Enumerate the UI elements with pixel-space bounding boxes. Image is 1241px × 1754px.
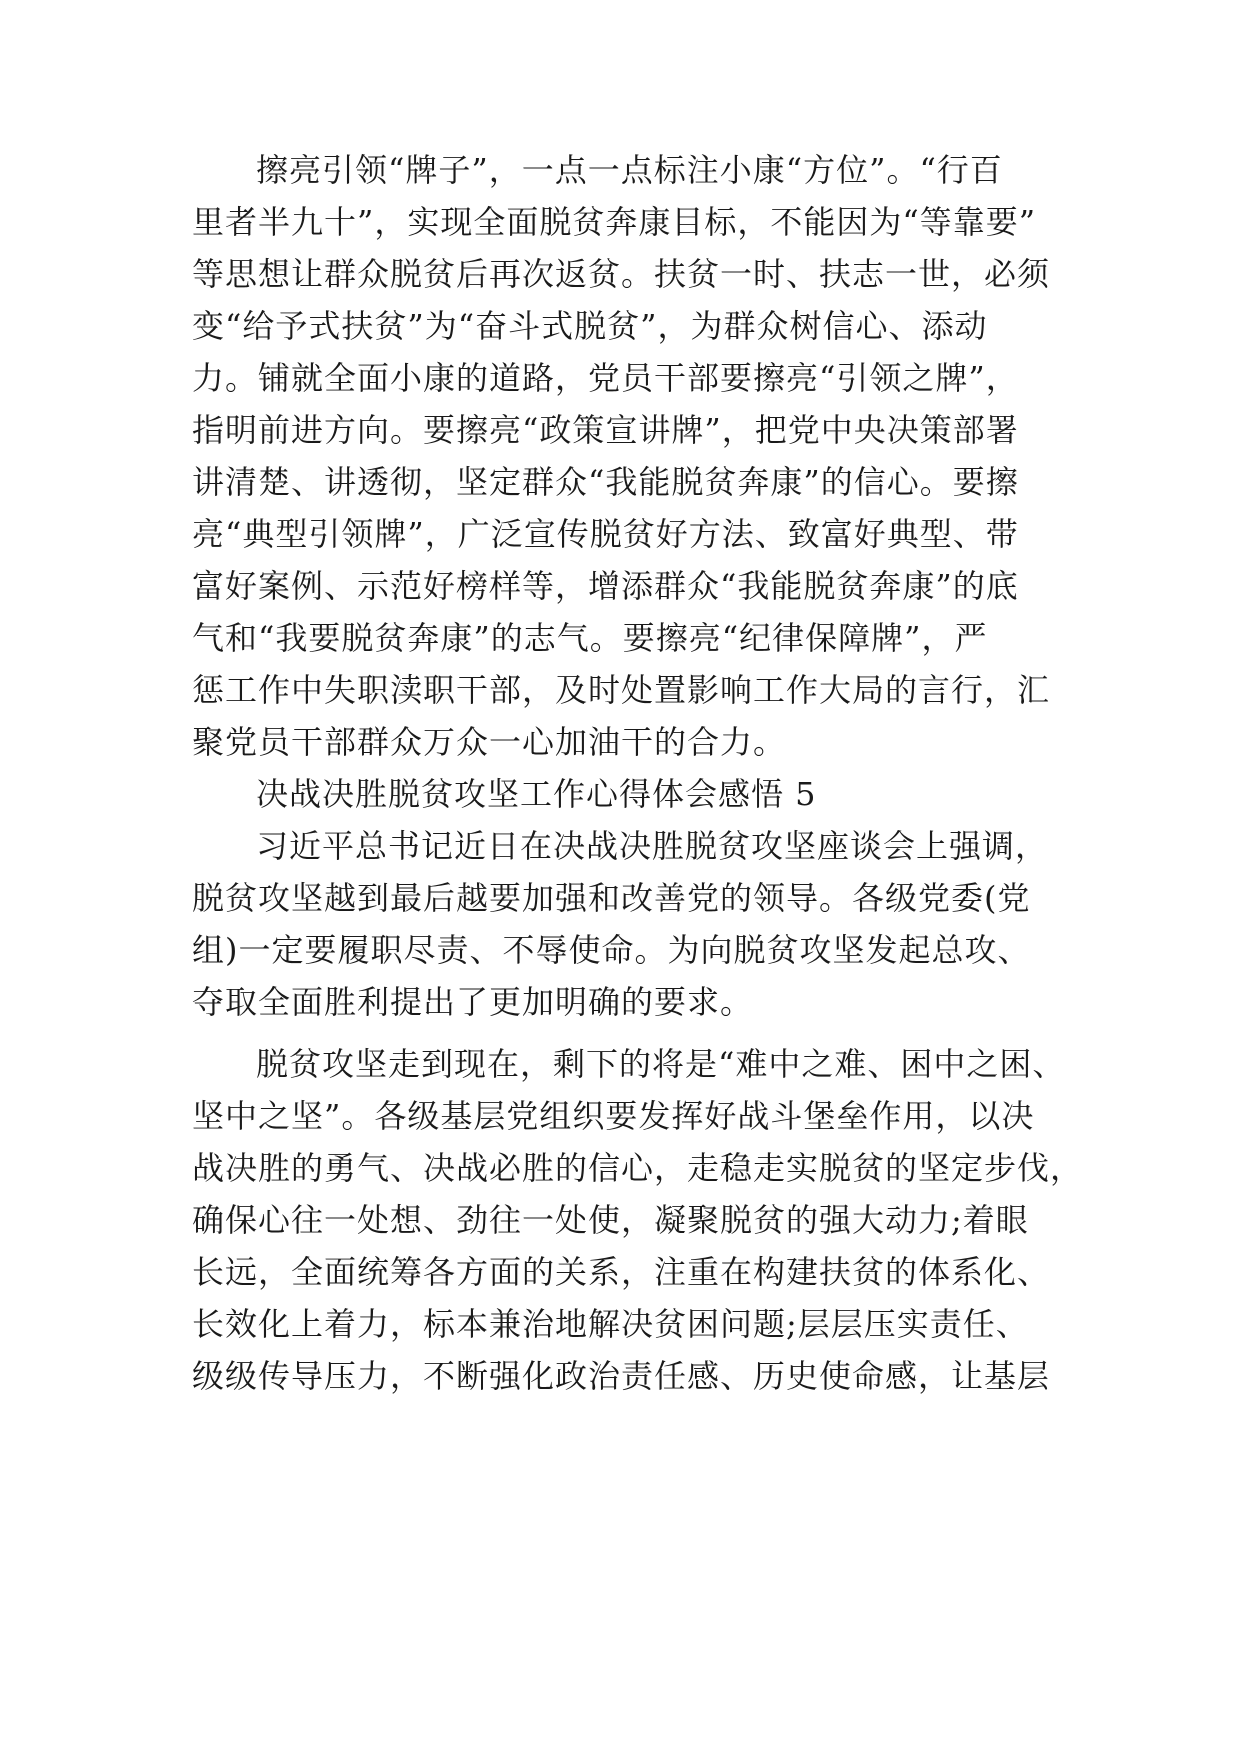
text-line: 里者半九十”，实现全面脱贫奔康目标，不能因为“等靠要” <box>192 203 1037 241</box>
text-line: 指明前进方向。要擦亮“政策宣讲牌”，把党中央决策部署 <box>192 411 1019 449</box>
text-line: 坚中之坚”。各级基层党组织要发挥好战斗堡垒作用，以决 <box>192 1097 1035 1135</box>
text-line: 聚党员干部群众万众一心加油干的合力。 <box>192 723 787 761</box>
text-line: 级级传导压力，不断强化政治责任感、历史使命感，让基层 <box>192 1357 1051 1395</box>
text-line: 富好案例、示范好榜样等，增添群众“我能脱贫奔康”的底 <box>192 567 1019 605</box>
text-line: 脱贫攻坚走到现在，剩下的将是“难中之难、困中之困、 <box>256 1045 1066 1083</box>
text-line: 等思想让群众脱贫后再次返贫。扶贫一时、扶志一世，必须 <box>192 255 1051 293</box>
text-line: 气和“我要脱贫奔康”的志气。要擦亮“纪律保障牌”，严 <box>192 619 988 657</box>
text-line: 变“给予式扶贫”为“奋斗式脱贫”，为群众树信心、添动 <box>192 307 988 345</box>
text-line: 惩工作中失职渎职干部，及时处置影响工作大局的言行，汇 <box>192 671 1051 709</box>
text-line: 习近平总书记近日在决战决胜脱贫攻坚座谈会上强调， <box>256 827 1049 865</box>
text-line: 脱贫攻坚越到最后越要加强和改善党的领导。各级党委(党 <box>192 879 1031 917</box>
text-line: 组)一定要履职尽责、不辱使命。为向脱贫攻坚发起总攻、 <box>192 931 1031 969</box>
text-line: 夺取全面胜利提出了更加明确的要求。 <box>192 983 754 1021</box>
text-line: 讲清楚、讲透彻，坚定群众“我能脱贫奔康”的信心。要擦 <box>192 463 1019 501</box>
section-heading: 决战决胜脱贫攻坚工作心得体会感悟 5 <box>256 775 817 813</box>
text-line: 战决胜的勇气、决战必胜的信心，走稳走实脱贫的坚定步伐， <box>192 1149 1084 1187</box>
text-line: 擦亮引领“牌子”，一点一点标注小康“方位”。“行百 <box>256 151 1003 189</box>
text-line: 亮“典型引领牌”，广泛宣传脱贫好方法、致富好典型、带 <box>192 515 1019 553</box>
text-line: 确保心往一处想、劲往一处使，凝聚脱贫的强大动力;着眼 <box>192 1201 1029 1239</box>
text-line: 力。铺就全面小康的道路，党员干部要擦亮“引领之牌”， <box>192 359 1019 397</box>
text-line: 长远，全面统筹各方面的关系，注重在构建扶贫的体系化、 <box>192 1253 1051 1291</box>
text-line: 长效化上着力，标本兼治地解决贫困问题;层层压实责任、 <box>192 1305 1029 1343</box>
